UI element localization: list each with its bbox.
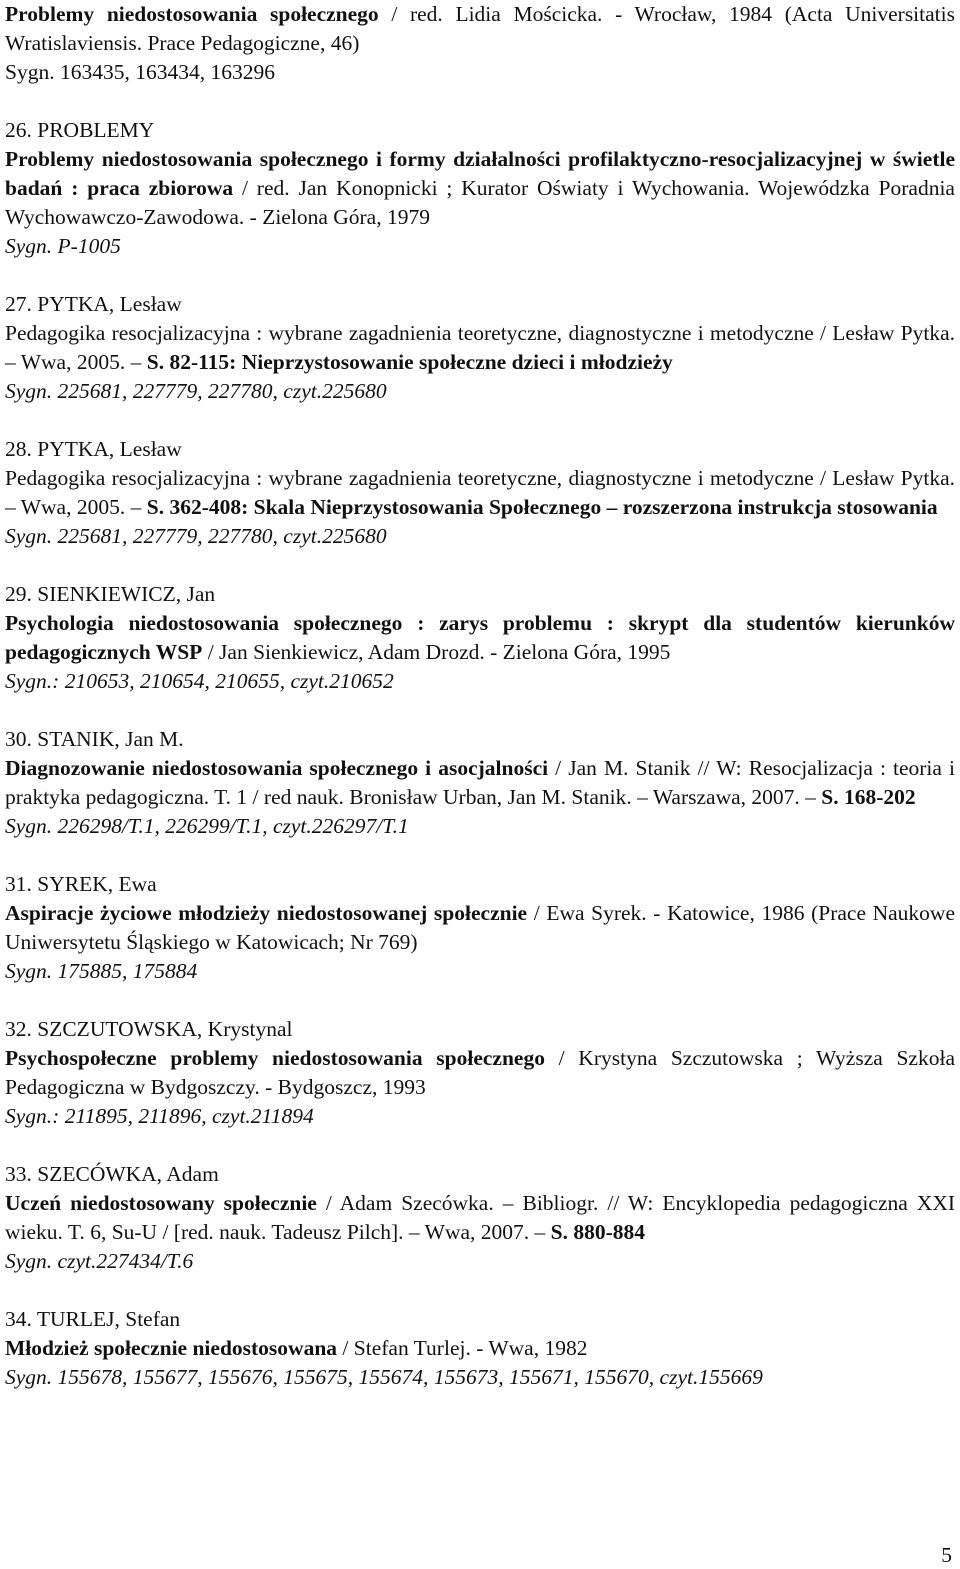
entry-description [5, 1044, 955, 1102]
description-text: / red. Lidia Mościcka. - Wrocław, 1984 (Acta Universitatis Wratislaviensis. Prace Pedagogiczne, 46) [5, 2, 955, 55]
entry-heading: 26. PROBLEMY [5, 118, 155, 142]
title-text: Psychospołeczne problemy niedostosowania społecznego [5, 1046, 545, 1070]
title-text: S. 880-884 [550, 1220, 646, 1244]
title-text: Uczeń niedostosowany społecznie [5, 1191, 317, 1215]
entry-heading: 33. SZECÓWKA, Adam [5, 1162, 219, 1186]
bibliography-entry [5, 580, 955, 696]
call-number [5, 1102, 955, 1131]
bibliography-entry [5, 870, 955, 986]
entry-description [5, 899, 955, 957]
signature-text: Sygn.: 211895, 211896, czyt.211894 [5, 1104, 314, 1128]
signature-text: Sygn. 225681, 227779, 227780, czyt.225680 [5, 379, 387, 403]
call-number [5, 812, 955, 841]
entry-heading: 27. PYTKA, Lesław [5, 292, 182, 316]
description-text: / Jan M. Stanik // W: Resocjalizacja : teoria i praktyka pedagogiczna. T. 1 / red nauk. Bronisław Urban, Jan M. Stanik. – Warszawa, 2007. – [5, 756, 955, 809]
entry-description [5, 1334, 955, 1363]
entry-spacer [5, 1131, 955, 1160]
entry-heading: 34. TURLEJ, Stefan [5, 1307, 181, 1331]
description-text: Sygn. 163435, 163434, 163296 [5, 60, 275, 84]
bibliography-entry [5, 116, 955, 261]
call-number [5, 957, 955, 986]
call-number [5, 1363, 955, 1392]
title-text: Młodzież społecznie niedostosowana [5, 1336, 338, 1360]
description-text: Pedagogika resocjalizacyjna : wybrane zagadnienia teoretyczne, diagnostyczne i metodyczne / Lesław Pytka. – Wwa, 2005. – [5, 466, 955, 519]
document-page [5, 0, 955, 1392]
call-number [5, 377, 955, 406]
page-number: 5 [941, 1543, 952, 1567]
title-text: Psychologia niedostosowania społecznego : zarys problemu : skrypt dla studentów kierunków pedagogicznych WSP [5, 611, 955, 664]
entry-spacer [5, 986, 955, 1015]
bibliography-entry [5, 290, 955, 406]
title-text: Diagnozowanie niedostosowania społecznego i asocjalności [5, 756, 549, 780]
entry-description [5, 464, 955, 522]
bibliography-entry [5, 435, 955, 551]
entry-spacer [5, 551, 955, 580]
title-text: S. 82-115: Nieprzystosowanie społeczne dzieci i młodzieży [146, 350, 673, 374]
title-text: S. 362-408: Skala Nieprzystosowania Społecznego – rozszerzona instrukcja stosowania [146, 495, 938, 519]
entry-spacer [5, 1276, 955, 1305]
signature-text: Sygn. 225681, 227779, 227780, czyt.225680 [5, 524, 387, 548]
description-text: / Ewa Syrek. - Katowice, 1986 (Prace Naukowe Uniwersytetu Śląskiego w Katowicach; Nr 769) [5, 901, 956, 954]
description-text: / red. Jan Konopnicki ; Kurator Oświaty i Wychowania. Wojewódzka Poradnia Wychowawczo-Zawodowa. - Zielona Góra, 1979 [5, 176, 955, 229]
entry-heading: 28. PYTKA, Lesław [5, 437, 182, 461]
bibliography-entry [5, 725, 955, 841]
entry-spacer [5, 841, 955, 870]
entry-description [5, 0, 955, 58]
bibliography-entry [5, 1305, 955, 1392]
entry-spacer [5, 696, 955, 725]
entry-spacer [5, 87, 955, 116]
entry-description [5, 319, 955, 377]
signature-text: Sygn. 155678, 155677, 155676, 155675, 155674, 155673, 155671, 155670, czyt.155669 [5, 1365, 763, 1389]
entry-heading: 29. SIENKIEWICZ, Jan [5, 582, 216, 606]
description-text: / Adam Szecówka. – Bibliogr. // W: Encyklopedia pedagogiczna XXI wieku. T. 6, Su-U / [red. nauk. Tadeusz Pilch]. – Wwa, 2007. – [5, 1191, 955, 1244]
call-number [5, 232, 955, 261]
title-text: Aspiracje życiowe młodzieży niedostosowanej społecznie [5, 901, 528, 925]
bibliography-entry [5, 0, 955, 87]
call-number [5, 58, 955, 87]
description-text: / Jan Sienkiewicz, Adam Drozd. - Zielona Góra, 1995 [202, 640, 671, 664]
entry-description [5, 1189, 955, 1247]
call-number [5, 1247, 955, 1276]
title-text: Problemy niedostosowania społecznego [5, 2, 379, 26]
entry-heading: 31. SYREK, Ewa [5, 872, 157, 896]
signature-text: Sygn. czyt.227434/T.6 [5, 1249, 194, 1273]
signature-text: Sygn. P-1005 [5, 234, 121, 258]
entry-description [5, 609, 955, 667]
call-number [5, 522, 955, 551]
call-number [5, 667, 955, 696]
bibliography-entry [5, 1160, 955, 1276]
description-text: / Stefan Turlej. - Wwa, 1982 [337, 1336, 588, 1360]
title-text: Problemy niedostosowania społecznego i formy działalności profilaktyczno-resocjalizacyjnej w świetle badań : praca zbiorowa [5, 147, 955, 200]
signature-text: Sygn. 226298/T.1, 226299/T.1, czyt.226297/T.1 [5, 814, 409, 838]
entry-spacer [5, 406, 955, 435]
entry-spacer [5, 261, 955, 290]
signature-text: Sygn.: 210653, 210654, 210655, czyt.210652 [5, 669, 394, 693]
entry-heading: 32. SZCZUTOWSKA, Krystynal [5, 1017, 293, 1041]
description-text: Pedagogika resocjalizacyjna : wybrane zagadnienia teoretyczne, diagnostyczne i metodyczne / Lesław Pytka. – Wwa, 2005. – [5, 321, 955, 374]
entry-description [5, 754, 955, 812]
description-text: / Krystyna Szczutowska ; Wyższa Szkoła Pedagogiczna w Bydgoszczy. - Bydgoszcz, 1993 [5, 1046, 955, 1099]
bibliography-entry [5, 1015, 955, 1131]
entry-description [5, 145, 955, 232]
signature-text: Sygn. 175885, 175884 [5, 959, 198, 983]
title-text: S. 168-202 [821, 785, 916, 809]
entry-heading: 30. STANIK, Jan M. [5, 727, 184, 751]
